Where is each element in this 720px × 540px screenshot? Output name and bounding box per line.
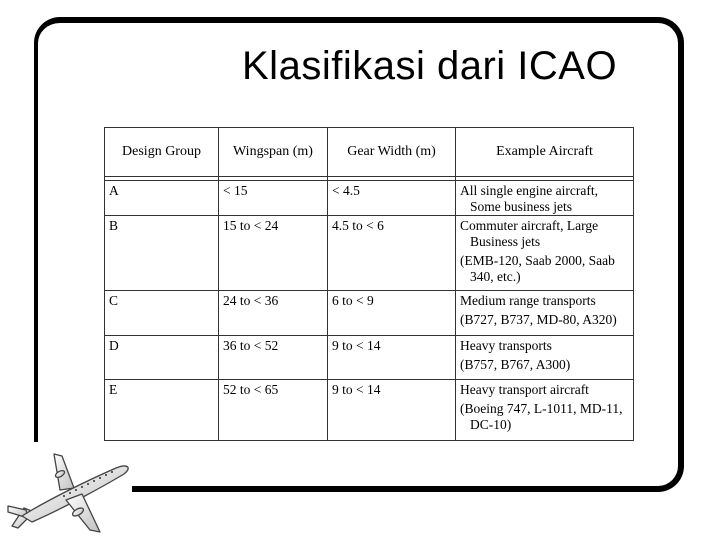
aircraft-line: Heavy transports — [460, 337, 552, 353]
cell-wingspan: 36 to < 52 — [219, 335, 328, 380]
cell-gear: 9 to < 14 — [328, 335, 456, 380]
aircraft-line: Heavy transport aircraft — [460, 382, 589, 398]
aircraft-line: Commuter aircraft, Large — [460, 218, 599, 234]
slide-title: Klasifikasi dari ICAO — [242, 44, 618, 88]
cell-gear: 4.5 to < 6 — [328, 216, 456, 291]
cell-aircraft — [456, 291, 634, 336]
cell-aircraft — [456, 335, 634, 380]
cell-group: B — [105, 216, 219, 291]
aircraft-note-line: (Boeing 747, L-1011, MD-11, — [460, 401, 623, 417]
table-row — [105, 291, 634, 336]
header-design-group: Design Group — [105, 128, 219, 177]
aircraft-note-line: (B727, B737, MD-80, A320) — [460, 312, 617, 328]
cell-group: D — [105, 335, 219, 380]
aircraft-line: Medium range transports — [460, 293, 596, 309]
aircraft-note-line: (B757, B767, A300) — [460, 356, 571, 372]
cell-aircraft — [456, 380, 634, 441]
cell-gear: 6 to < 9 — [328, 291, 456, 336]
header-gear-width: Gear Width (m) — [328, 128, 456, 177]
cell-aircraft — [456, 216, 634, 291]
icao-classification-table — [104, 127, 634, 441]
cell-gear: < 4.5 — [328, 180, 456, 215]
cell-group: C — [105, 291, 219, 336]
header-example-aircraft: Example Aircraft — [456, 128, 634, 177]
cell-wingspan: 24 to < 36 — [219, 291, 328, 336]
table-row — [105, 216, 634, 291]
cell-wingspan: 15 to < 24 — [219, 216, 328, 291]
cell-group: A — [105, 180, 219, 215]
table-header-row — [105, 128, 634, 177]
aircraft-line: All single engine aircraft, — [460, 182, 598, 198]
airplane-icon — [4, 446, 132, 538]
aircraft-note-line: 340, etc.) — [470, 269, 521, 285]
aircraft-note-line: (EMB-120, Saab 2000, Saab — [460, 253, 615, 269]
cell-group: E — [105, 380, 219, 441]
cell-gear: 9 to < 14 — [328, 380, 456, 441]
table-row — [105, 335, 634, 380]
cell-wingspan: 52 to < 65 — [219, 380, 328, 441]
aircraft-line: Business jets — [470, 234, 541, 250]
cell-aircraft — [456, 180, 634, 215]
aircraft-note-line: DC-10) — [470, 417, 512, 433]
aircraft-line: Some business jets — [470, 198, 573, 214]
table-row — [105, 180, 634, 215]
cell-wingspan: < 15 — [219, 180, 328, 215]
table-row — [105, 380, 634, 441]
header-wingspan: Wingspan (m) — [219, 128, 328, 177]
